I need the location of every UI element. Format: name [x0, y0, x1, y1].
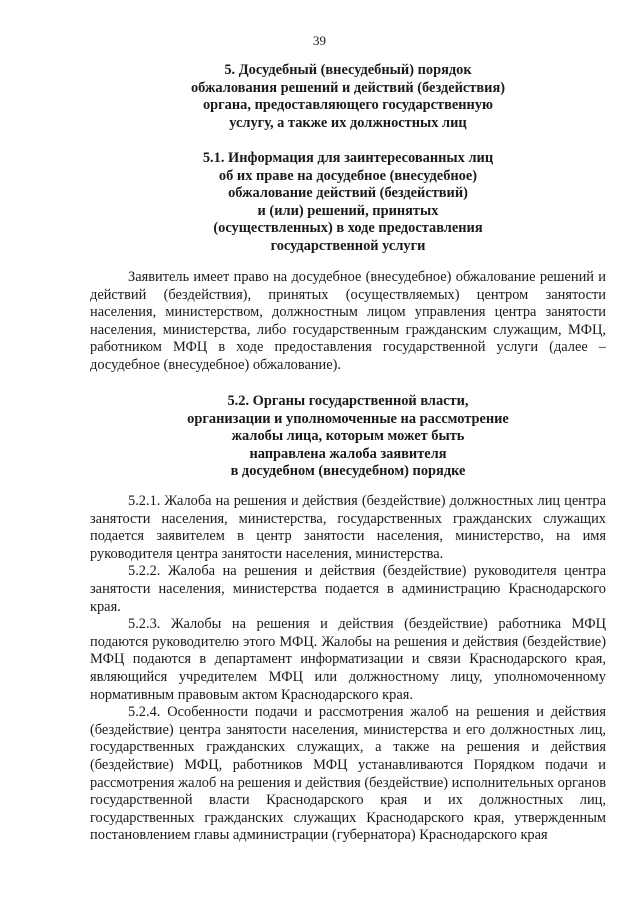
heading-line: направлена жалоба заявителя: [249, 445, 447, 462]
heading-line: в досудебном (внесудебном) порядке: [230, 463, 466, 480]
heading-line: 5.2. Органы государственной власти,: [227, 393, 469, 409]
heading-line: услугу, а также их должностных лиц: [229, 114, 467, 131]
paragraph: Заявитель имеет право на досудебное (внесудебное) обжалование решений и действий (бездействия), принятых (осуществляемых) центром занятости населения, министерством, должностным лицом управления центра занятости населения, министерства, либо государственным гражданским служащим, МФЦ, работником МФЦ в ходе предоставления государственной услуги (далее – досудебное (внесудебное) обжалование).: [90, 269, 606, 373]
heading-line: государственной услуги: [270, 237, 426, 254]
heading-line: 5. Досудебный (внесудебный) порядок: [224, 62, 472, 78]
section-5-heading: [90, 62, 606, 132]
section-5-2-heading: [90, 393, 606, 481]
section-5-2-text: [90, 493, 606, 845]
paragraph-5-2-3: 5.2.3. Жалобы на решения и действия (бездействие) работника МФЦ подаются руководителю этого МФЦ. Жалобы на решения и действия (бездействие) МФЦ подаются в департамент информатизации и связи Краснодарского края, являющийся учредителем МФЦ или должностному лицу, уполномоченному нормативным правовым актом Краснодарского края.: [90, 616, 606, 703]
heading-line: и (или) решений, принятых: [257, 202, 439, 219]
section-5-1-text: [90, 269, 606, 375]
section-5-1-heading: [90, 150, 606, 256]
heading-line: органа, предоставляющего государственную: [202, 97, 494, 114]
heading-line: жалобы лица, которым может быть: [231, 428, 465, 445]
paragraph-5-2-1: 5.2.1. Жалоба на решения и действия (бездействие) должностных лиц центра занятости населения, министерства, государственных гражданских служащих подается заявителем в центр занятости населения, министерство, на имя руководителя центра занятости населения, министерства.: [90, 493, 606, 562]
heading-line: (осуществленных) в ходе предоставления: [213, 220, 483, 237]
heading-line: об их праве на досудебное (внесудебное): [218, 167, 478, 184]
paragraph-5-2-4: 5.2.4. Особенности подачи и рассмотрения жалоб на решения и действия (бездействие) центра занятости населения, министерства и его должностных лиц, государственных гражданских служащих, а также на решения и действия (бездействие) МФЦ, работников МФЦ устанавливаются Порядком подачи и рассмотрения жалоб на решения и действия (бездействие) исполнительных органов государственной власти Краснодарского края и их должностных лиц, государственных гражданских служащих Краснодарского края, утвержденным постановлением главы администрации (губернатора) Краснодарского края: [90, 704, 606, 844]
heading-line: обжалование действий (бездействий): [228, 185, 468, 202]
heading-line: организации и уполномоченные на рассмотрение: [187, 410, 509, 427]
page-number: 39: [313, 33, 326, 48]
paragraph-5-2-2: 5.2.2. Жалоба на решения и действия (бездействие) руководителя центра занятости населения, министерства подается в администрацию Краснодарского края.: [90, 563, 606, 615]
heading-line: 5.1. Информация для заинтересованных лиц: [202, 150, 494, 166]
heading-line: обжалования решений и действий (бездействия): [190, 79, 506, 96]
